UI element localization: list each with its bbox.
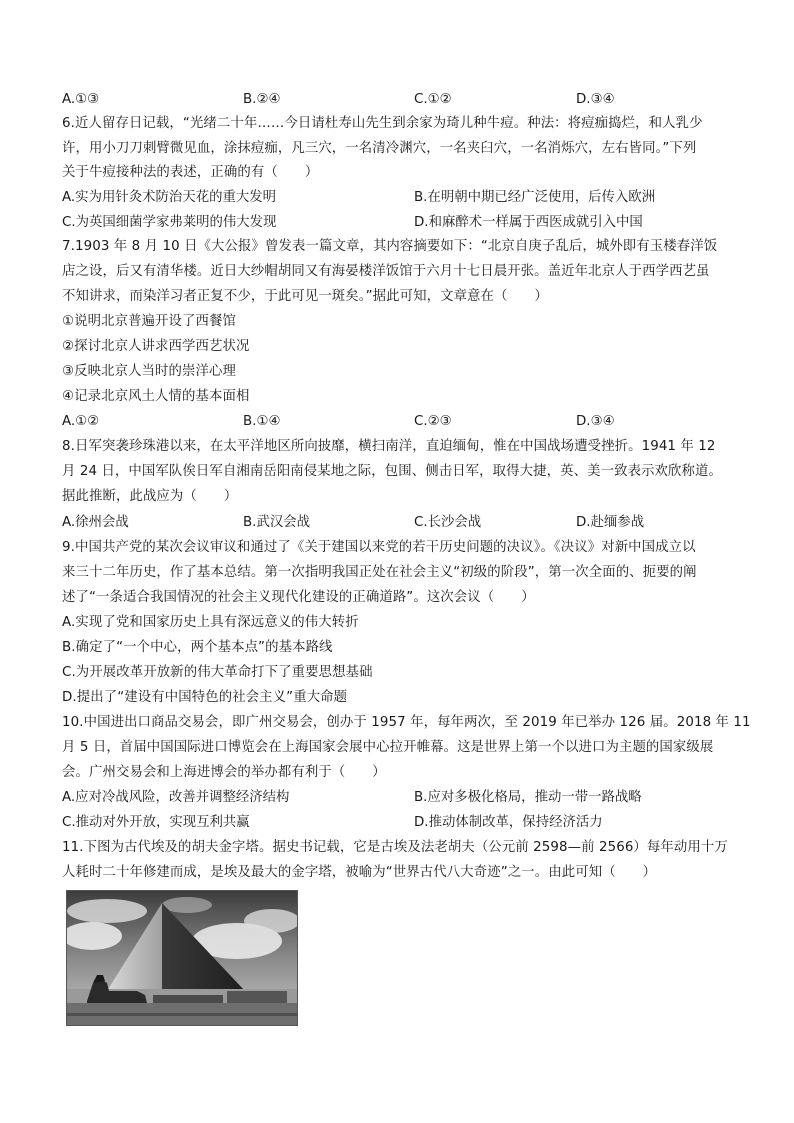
q7-stem-line-1: 7.1903 年 8 月 10 日《大公报》曾发表一篇文章，其内容摘要如下：“北京自庚子乱后，城外即有玉楼春洋饭 [62,239,718,254]
q10-stem-line-2: 月 5 日，首届中国国际进口博览会在上海国家会展中心拉开帷幕。这是世界上第一个以进口为主题的国家级展 [62,740,714,755]
q7-option-d: D.③④ [576,414,615,429]
q10-option-b: B.应对多极化格局，推动一带一路战略 [414,790,642,805]
q5-option-a: A.①③ [62,92,100,107]
q9-option-c: C.为开展改革开放新的伟大革命打下了重要思想基础 [62,665,373,680]
q9-stem-line-1: 9.中国共产党的某次会议审议和通过了《关于建国以来党的若干历史问题的决议》。《决议》对新中国成立以 [62,540,696,555]
q8-option-a: A.徐州会战 [62,515,129,530]
q9-option-b: B.确定了“一个中心，两个基本点”的基本路线 [62,640,333,655]
q7-stem-line-2: 店之设，后又有清华楼。近日大纱帽胡同又有海晏楼洋饭馆于六月十七日晨开张。盖近年北京人于西学西艺虽 [62,264,710,279]
q5-option-c: C.①② [414,92,452,107]
q10-option-d: D.推动体制改革，保持经济活力 [414,815,603,830]
q10-stem-line-3: 会。广州交易会和上海进博会的举办都有利于（ ） [62,765,386,780]
q6-stem-line-3: 关于牛痘接种法的表述，正确的有（ ） [62,165,319,180]
q10-option-c: C.推动对外开放，实现互利共赢 [62,815,250,830]
q7-stem-line-3: 不知讲求，而染洋习者正复不少，于此可见一斑矣。”据此可知，文章意在（ ） [62,289,548,304]
q7-option-b: B.①④ [243,414,281,429]
q8-stem-line-2: 月 24 日，中国军队俟日军自湘南岳阳南侵某地之际，包围、侧击日军，取得大捷，英、美一致表示欢欣称道。 [62,464,723,479]
q6-stem-line-1: 6.近人留存日记载，“光绪二十年……今日请杜寿山先生到余家为琦儿种牛痘。种法：将痘痂捣烂，和人乳少 [62,116,703,131]
q5-option-b: B.②④ [243,92,281,107]
q6-option-a: A.实为用针灸术防治天花的重大发明 [62,190,277,205]
q7-option-a: A.①② [62,414,100,429]
q8-stem-line-3: 据此推断，此战应为（ ） [62,489,238,504]
q9-stem-line-2: 来三十二年历史，作了基本总结。第一次指明我国正处在社会主义“初级的阶段”，第一次全面的、扼要的阐 [62,565,697,580]
q8-option-d: D.赴缅参战 [576,515,645,530]
q8-stem-line-1: 8.日军突袭珍珠港以来，在太平洋地区所向披靡，横扫南洋，直迫缅甸，惟在中国战场遭受挫折。1941 年 12 [62,439,716,454]
q5-option-d: D.③④ [576,92,615,107]
q10-option-a: A.应对冷战风险，改善并调整经济结构 [62,790,290,805]
q7-option-c: C.②③ [414,414,452,429]
q7-item-1: ①说明北京普遍开设了西餐馆 [62,314,236,329]
q6-stem-line-2: 许，用小刀刀刺臂微见血，涂抹痘痂，凡三穴，一名清冷渊穴，一名夹臼穴，一名消烁穴，左右皆同。”下列 [62,141,697,156]
q9-option-a: A.实现了党和国家历史上具有深远意义的伟大转折 [62,615,359,630]
q11-stem-line-1: 11.下图为古代埃及的胡夫金字塔。据史书记载，它是古埃及法老胡夫（公元前 2598—前 2566）每年动用十万 [62,840,728,855]
q7-item-2: ②探讨北京人讲求西学西艺状况 [62,339,250,354]
q7-item-3: ③反映北京人当时的崇洋心理 [62,364,236,379]
q11-stem-line-2: 人耗时二十年修建而成，是埃及最大的金字塔，被喻为“世界古代八大奇迹”之一。由此可知（ ） [62,865,657,880]
q9-option-d: D.提出了“建设有中国特色的社会主义”重大命题 [62,690,348,705]
q9-stem-line-3: 述了“一条适合我国情况的社会主义现代化建设的正确道路”。这次会议（ ） [62,590,535,605]
q6-option-d: D.和麻醉术一样属于西医成就引入中国 [414,215,643,230]
q8-option-b: B.武汉会战 [243,515,311,530]
q8-option-c: C.长沙会战 [414,515,482,530]
q6-option-c: C.为英国细菌学家弗莱明的伟大发现 [62,215,277,230]
pyramid-sphinx-photo [66,890,298,1026]
q10-stem-line-1: 10.中国进出口商品交易会，即广州交易会，创办于 1957 年，每年两次，至 2019 年已举办 126 届。2018 年 11 [62,715,751,730]
q6-option-b: B.在明朝中期已经广泛使用，后传入欧洲 [414,190,656,205]
q7-item-4: ④记录北京风土人情的基本面相 [62,389,250,404]
